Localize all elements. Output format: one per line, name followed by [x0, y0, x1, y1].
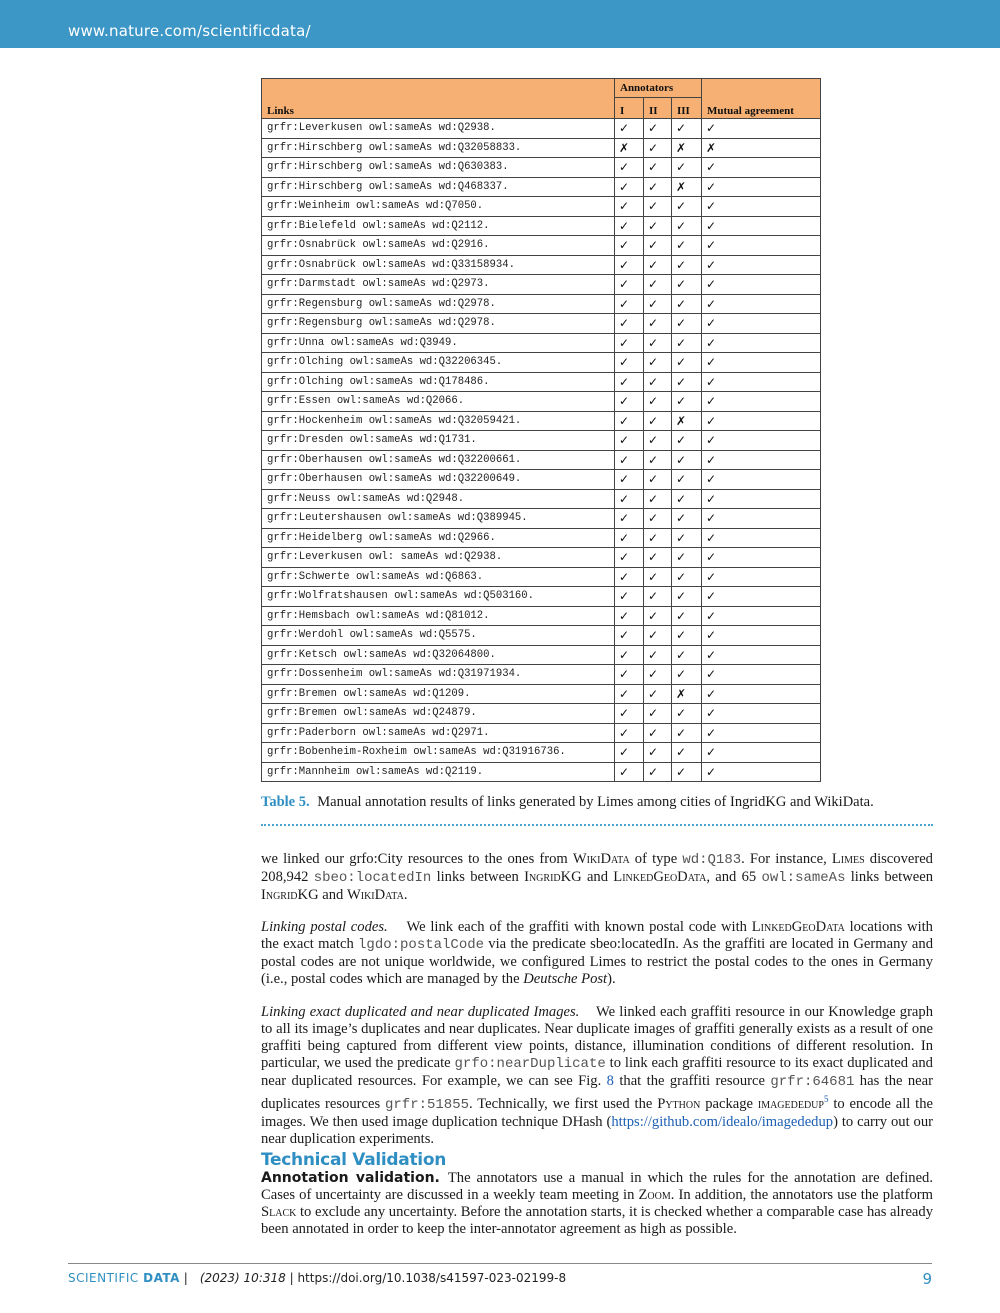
- paragraph-city-linking: [261, 851, 933, 904]
- mutual-agreement-cell: ✓: [702, 665, 821, 685]
- annotator-3-cell: ✓: [672, 372, 702, 392]
- link-cell: grfr:Regensburg owl:sameAs wd:Q2978.: [262, 294, 615, 314]
- table-row: [262, 138, 821, 158]
- mutual-agreement-cell: ✓: [702, 197, 821, 217]
- annotator-3-cell: ✓: [672, 158, 702, 178]
- mutual-agreement-cell: ✓: [702, 158, 821, 178]
- table-row: [262, 665, 821, 685]
- annotator-1-cell: ✓: [615, 626, 644, 646]
- link-cell: grfr:Unna owl:sameAs wd:Q3949.: [262, 333, 615, 353]
- annotator-3-cell: ✓: [672, 509, 702, 529]
- mutual-agreement-cell: ✓: [702, 333, 821, 353]
- journal-header-bar: [0, 0, 1000, 48]
- mutual-agreement-cell: ✓: [702, 626, 821, 646]
- p4-slack: Slack: [261, 1204, 297, 1220]
- p3-text: ) to carry out our near duplication experiments.: [261, 1113, 933, 1147]
- link-cell: grfr:Essen owl:sameAs wd:Q2066.: [262, 392, 615, 412]
- mutual-agreement-cell: ✓: [702, 431, 821, 451]
- p1-text: and: [581, 869, 614, 885]
- link-cell: grfr:Hirschberg owl:sameAs wd:Q630383.: [262, 158, 615, 178]
- imagededup-url-link[interactable]: https://github.com/idealo/imagededup: [611, 1113, 834, 1130]
- reference-5-link[interactable]: 5: [823, 1094, 829, 1104]
- footer-rule: [68, 1263, 932, 1264]
- mutual-agreement-header: Mutual agreement: [702, 79, 821, 119]
- annotator-3-cell: ✓: [672, 528, 702, 548]
- annotator-1-cell: ✓: [615, 704, 644, 724]
- table-row: [262, 333, 821, 353]
- table-row: [262, 743, 821, 763]
- link-cell: grfr:Leverkusen owl: sameAs wd:Q2938.: [262, 548, 615, 568]
- p1-wikidata: WikiData: [346, 887, 404, 903]
- annotator-2-cell: ✓: [644, 333, 672, 353]
- link-cell: grfr:Olching owl:sameAs wd:Q178486.: [262, 372, 615, 392]
- annotator-2-cell: ✓: [644, 723, 672, 743]
- annotator-3-cell: ✓: [672, 606, 702, 626]
- footer-doi[interactable]: | https://doi.org/10.1038/s41597-023-02199-8: [285, 1271, 567, 1285]
- mutual-agreement-cell: ✓: [702, 177, 821, 197]
- mutual-agreement-cell: ✓: [702, 314, 821, 334]
- annotator-2-cell: ✓: [644, 294, 672, 314]
- link-cell: grfr:Darmstadt owl:sameAs wd:Q2973.: [262, 275, 615, 295]
- p2-code-postal-code: lgdo:postalCode: [358, 937, 485, 953]
- annotator-1-cell: ✓: [615, 509, 644, 529]
- p3-text: . Technically, we first used the: [469, 1095, 658, 1112]
- annotator-1-cell: ✓: [615, 723, 644, 743]
- table-body: [262, 119, 821, 782]
- mutual-agreement-cell: ✓: [702, 723, 821, 743]
- link-cell: grfr:Oberhausen owl:sameAs wd:Q32200649.: [262, 470, 615, 490]
- p1-ingridkg: IngridKG: [261, 887, 319, 903]
- link-cell: grfr:Oberhausen owl:sameAs wd:Q32200661.: [262, 450, 615, 470]
- p2-text: ).: [607, 971, 616, 987]
- annotator-3-cell: ✓: [672, 450, 702, 470]
- paragraph-annotation-validation: [261, 1170, 933, 1238]
- annotator-1-cell: ✓: [615, 548, 644, 568]
- annotator-1-cell: ✓: [615, 489, 644, 509]
- table-row: [262, 450, 821, 470]
- annotator-2-cell: ✓: [644, 158, 672, 178]
- annotator-1-cell: ✓: [615, 236, 644, 256]
- p1-text: we linked our grfo:City resources to the ones from: [261, 851, 573, 867]
- annotator-3-cell: ✓: [672, 645, 702, 665]
- annotator-1-cell: ✓: [615, 567, 644, 587]
- annotator-1-cell: ✓: [615, 587, 644, 607]
- annotator-3-cell: ✓: [672, 431, 702, 451]
- mutual-agreement-cell: ✓: [702, 236, 821, 256]
- annotator-2-cell: ✓: [644, 450, 672, 470]
- annotator-3-cell: ✓: [672, 626, 702, 646]
- annotator-3-cell: ✗: [672, 177, 702, 197]
- annotator-3-header: III: [672, 98, 702, 119]
- mutual-agreement-cell: ✓: [702, 684, 821, 704]
- annotator-2-cell: ✓: [644, 431, 672, 451]
- annotator-3-cell: ✓: [672, 665, 702, 685]
- mutual-agreement-cell: ✓: [702, 450, 821, 470]
- p3-text: to link each graffiti resource to its exact duplicated and near duplicated resources. For example, we can see Fig.: [261, 1055, 933, 1089]
- annotator-2-cell: ✓: [644, 197, 672, 217]
- mutual-agreement-cell: ✓: [702, 645, 821, 665]
- annotator-2-cell: ✓: [644, 255, 672, 275]
- table-row: [262, 587, 821, 607]
- annotator-3-cell: ✓: [672, 314, 702, 334]
- annotator-2-header: II: [644, 98, 672, 119]
- p3-code-near-duplicate: grfo:nearDuplicate: [454, 1056, 606, 1072]
- annotator-1-cell: ✓: [615, 431, 644, 451]
- annotators-header: Annotators: [615, 79, 702, 98]
- annotator-2-cell: ✓: [644, 411, 672, 431]
- annotator-1-cell: ✓: [615, 197, 644, 217]
- mutual-agreement-cell: ✓: [702, 567, 821, 587]
- links-header: Links: [262, 79, 615, 119]
- p4-text: to exclude any uncertainty. Before the annotation starts, it is checked whether a comparable case has already been annotated in order to keep the inter-annotator agreement as high as possible.: [261, 1204, 933, 1237]
- p4-zoom: Zoom: [638, 1187, 671, 1203]
- mutual-agreement-cell: ✓: [702, 548, 821, 568]
- mutual-agreement-cell: ✓: [702, 411, 821, 431]
- mutual-agreement-cell: ✓: [702, 528, 821, 548]
- link-cell: grfr:Osnabrück owl:sameAs wd:Q2916.: [262, 236, 615, 256]
- mutual-agreement-cell: ✓: [702, 392, 821, 412]
- caption-divider: [261, 824, 933, 826]
- annotator-1-cell: ✓: [615, 275, 644, 295]
- footer-separator: |: [179, 1271, 188, 1285]
- annotator-1-cell: ✓: [615, 158, 644, 178]
- table-row: [262, 606, 821, 626]
- table-row: [262, 197, 821, 217]
- table-row: [262, 119, 821, 139]
- mutual-agreement-cell: ✓: [702, 275, 821, 295]
- annotator-1-cell: ✓: [615, 684, 644, 704]
- annotator-1-cell: ✓: [615, 450, 644, 470]
- p2-linkedgeodata: LinkedGeoData: [751, 919, 845, 935]
- p3-text: package: [700, 1095, 758, 1112]
- table-row: [262, 626, 821, 646]
- table-row: [262, 314, 821, 334]
- annotator-3-cell: ✓: [672, 197, 702, 217]
- annotator-3-cell: ✓: [672, 392, 702, 412]
- p1-text: .: [403, 887, 408, 903]
- annotator-2-cell: ✓: [644, 119, 672, 139]
- p1-text: , and 65: [706, 869, 762, 885]
- p1-text: discovered 208,942: [261, 851, 933, 885]
- annotator-3-cell: ✓: [672, 275, 702, 295]
- annotator-3-cell: ✓: [672, 236, 702, 256]
- annotator-3-cell: ✓: [672, 255, 702, 275]
- table-row: [262, 762, 821, 782]
- annotator-1-cell: ✓: [615, 606, 644, 626]
- annotator-2-cell: ✓: [644, 236, 672, 256]
- mutual-agreement-cell: ✓: [702, 294, 821, 314]
- annotator-3-cell: ✓: [672, 548, 702, 568]
- p2-deutsche-post: Deutsche Post: [523, 971, 608, 987]
- annotator-3-cell: ✓: [672, 762, 702, 782]
- mutual-agreement-cell: ✓: [702, 509, 821, 529]
- annotator-1-cell: ✓: [615, 255, 644, 275]
- annotator-2-cell: ✓: [644, 684, 672, 704]
- table-row: [262, 353, 821, 373]
- link-cell: grfr:Ketsch owl:sameAs wd:Q32064800.: [262, 645, 615, 665]
- p2-text: We link each of the graffiti with known postal code with: [406, 919, 752, 935]
- annotator-3-cell: ✓: [672, 587, 702, 607]
- link-cell: grfr:Olching owl:sameAs wd:Q32206345.: [262, 353, 615, 373]
- annotator-3-cell: ✗: [672, 138, 702, 158]
- table-row: [262, 177, 821, 197]
- mutual-agreement-cell: ✓: [702, 762, 821, 782]
- p3-text: We linked each graffiti resource in our Knowledge graph to all its image’s duplicates and near duplicates. Near duplicate images of graffiti generally exists as a result of one graffiti being captured from different view points, distance, illumination conditions of different resolution. In particular, we used the predicate: [261, 1004, 933, 1071]
- annotator-1-cell: ✓: [615, 294, 644, 314]
- paragraph-duplicates: [261, 1004, 933, 1148]
- p3-title: Linking exact duplicated and near duplicated Images.: [261, 1004, 580, 1020]
- annotator-2-cell: ✓: [644, 177, 672, 197]
- link-cell: grfr:Neuss owl:sameAs wd:Q2948.: [262, 489, 615, 509]
- annotator-2-cell: ✓: [644, 138, 672, 158]
- table-row: [262, 372, 821, 392]
- annotator-2-cell: ✓: [644, 470, 672, 490]
- table-row: [262, 723, 821, 743]
- mutual-agreement-cell: ✓: [702, 119, 821, 139]
- annotator-3-cell: ✓: [672, 119, 702, 139]
- annotator-3-cell: ✓: [672, 489, 702, 509]
- table-row: [262, 431, 821, 451]
- link-cell: grfr:Werdohl owl:sameAs wd:Q5575.: [262, 626, 615, 646]
- annotator-1-cell: ✓: [615, 665, 644, 685]
- link-cell: grfr:Leutershausen owl:sameAs wd:Q389945.: [262, 509, 615, 529]
- table-row: [262, 509, 821, 529]
- annotator-1-cell: ✓: [615, 743, 644, 763]
- table-row: [262, 158, 821, 178]
- table-row: [262, 548, 821, 568]
- page-number: 9: [922, 1270, 932, 1288]
- annotator-1-cell: ✓: [615, 333, 644, 353]
- link-cell: grfr:Weinheim owl:sameAs wd:Q7050.: [262, 197, 615, 217]
- annotator-2-cell: ✓: [644, 353, 672, 373]
- link-cell: grfr:Wolfratshausen owl:sameAs wd:Q503160.: [262, 587, 615, 607]
- annotator-1-cell: ✓: [615, 216, 644, 236]
- table-row: [262, 645, 821, 665]
- annotator-2-cell: ✓: [644, 509, 672, 529]
- annotator-3-cell: ✓: [672, 470, 702, 490]
- p2-title: Linking postal codes.: [261, 919, 388, 935]
- annotator-3-cell: ✓: [672, 567, 702, 587]
- brand-data: DATA: [143, 1271, 180, 1285]
- annotator-3-cell: ✓: [672, 723, 702, 743]
- link-cell: grfr:Bobenheim-Roxheim owl:sameAs wd:Q31916736.: [262, 743, 615, 763]
- p3-code-grfr-64681: grfr:64681: [770, 1074, 855, 1090]
- p4-title: Annotation validation.: [261, 1170, 440, 1186]
- link-cell: grfr:Osnabrück owl:sameAs wd:Q33158934.: [262, 255, 615, 275]
- section-title-technical-validation: Technical Validation: [261, 1150, 447, 1170]
- annotator-2-cell: ✓: [644, 275, 672, 295]
- p1-text: of type: [629, 851, 683, 867]
- link-cell: grfr:Regensburg owl:sameAs wd:Q2978.: [262, 314, 615, 334]
- annotator-3-cell: ✗: [672, 411, 702, 431]
- annotator-1-cell: ✓: [615, 411, 644, 431]
- link-cell: grfr:Hockenheim owl:sameAs wd:Q32059421.: [262, 411, 615, 431]
- table-row: [262, 275, 821, 295]
- mutual-agreement-cell: ✓: [702, 606, 821, 626]
- annotator-1-cell: ✓: [615, 470, 644, 490]
- annotator-2-cell: ✓: [644, 567, 672, 587]
- annotator-3-cell: ✓: [672, 353, 702, 373]
- paragraph-postal-codes: [261, 919, 933, 988]
- p3-text: has the near duplicates resources: [261, 1073, 933, 1112]
- annotator-2-cell: ✓: [644, 762, 672, 782]
- p1-limes: Limes: [831, 851, 865, 867]
- annotator-3-cell: ✓: [672, 743, 702, 763]
- p2-text: locations with the exact match: [261, 919, 933, 952]
- figure-8-link[interactable]: 8: [606, 1073, 614, 1089]
- caption-text: Manual annotation results of links generated by Limes among cities of IngridKG and WikiData.: [317, 794, 874, 810]
- p1-wikidata: WikiData: [572, 851, 630, 867]
- annotator-3-cell: ✗: [672, 684, 702, 704]
- mutual-agreement-cell: ✓: [702, 372, 821, 392]
- table-row: [262, 294, 821, 314]
- table-row: [262, 236, 821, 256]
- table-row: [262, 528, 821, 548]
- table-row: [262, 704, 821, 724]
- mutual-agreement-cell: ✓: [702, 255, 821, 275]
- mutual-agreement-cell: ✓: [702, 470, 821, 490]
- annotator-2-cell: ✓: [644, 528, 672, 548]
- p4-text: The annotators use a manual in which the rules for the annotation are defined. Cases of uncertainty are discussed in a weekly team meeting in: [261, 1170, 933, 1203]
- mutual-agreement-cell: ✓: [702, 587, 821, 607]
- journal-brand: [68, 1271, 180, 1285]
- mutual-agreement-cell: ✓: [702, 489, 821, 509]
- annotator-1-cell: ✓: [615, 353, 644, 373]
- annotator-1-cell: ✗: [615, 138, 644, 158]
- link-cell: grfr:Schwerte owl:sameAs wd:Q6863.: [262, 567, 615, 587]
- mutual-agreement-cell: ✗: [702, 138, 821, 158]
- table-row: [262, 216, 821, 236]
- p1-text: and: [318, 887, 347, 903]
- p1-code-wd-q183: wd:Q183: [682, 852, 742, 868]
- footer-volume: (2023) 10:318: [199, 1271, 286, 1285]
- p1-code-sameas: owl:sameAs: [761, 870, 846, 886]
- link-cell: grfr:Hirschberg owl:sameAs wd:Q468337.: [262, 177, 615, 197]
- link-cell: grfr:Bielefeld owl:sameAs wd:Q2112.: [262, 216, 615, 236]
- annotator-1-cell: ✓: [615, 372, 644, 392]
- annotator-2-cell: ✓: [644, 743, 672, 763]
- p3-text: that the graffiti resource: [613, 1073, 771, 1089]
- p1-code-located-in: sbeo:locatedIn: [313, 870, 432, 886]
- annotator-1-cell: ✓: [615, 177, 644, 197]
- brand-scientific: SCIENTIFIC: [68, 1271, 144, 1285]
- mutual-agreement-cell: ✓: [702, 353, 821, 373]
- table-row: [262, 489, 821, 509]
- p3-imagededup: imagededup: [757, 1095, 824, 1112]
- table-row: [262, 567, 821, 587]
- annotator-2-cell: ✓: [644, 548, 672, 568]
- annotator-2-cell: ✓: [644, 645, 672, 665]
- annotator-3-cell: ✓: [672, 333, 702, 353]
- p1-text: links between: [845, 869, 933, 885]
- table-row: [262, 470, 821, 490]
- table-row: [262, 392, 821, 412]
- link-cell: grfr:Bremen owl:sameAs wd:Q24879.: [262, 704, 615, 724]
- link-cell: grfr:Mannheim owl:sameAs wd:Q2119.: [262, 762, 615, 782]
- annotator-1-cell: ✓: [615, 528, 644, 548]
- annotator-3-cell: ✓: [672, 216, 702, 236]
- annotator-3-cell: ✓: [672, 294, 702, 314]
- annotator-1-cell: ✓: [615, 645, 644, 665]
- mutual-agreement-cell: ✓: [702, 743, 821, 763]
- p1-text: links between: [431, 869, 525, 885]
- annotator-2-cell: ✓: [644, 372, 672, 392]
- annotation-results-table: [261, 78, 821, 782]
- page-footer: [68, 1271, 566, 1285]
- link-cell: grfr:Bremen owl:sameAs wd:Q1209.: [262, 684, 615, 704]
- link-cell: grfr:Paderborn owl:sameAs wd:Q2971.: [262, 723, 615, 743]
- p1-ingridkg: IngridKG: [524, 869, 582, 885]
- table-row: [262, 684, 821, 704]
- annotator-2-cell: ✓: [644, 489, 672, 509]
- annotator-1-cell: ✓: [615, 314, 644, 334]
- annotator-1-cell: ✓: [615, 119, 644, 139]
- p4-text: . In addition, the annotators use the platform: [670, 1187, 933, 1203]
- annotator-2-cell: ✓: [644, 587, 672, 607]
- link-cell: grfr:Dresden owl:sameAs wd:Q1731.: [262, 431, 615, 451]
- annotator-1-cell: ✓: [615, 392, 644, 412]
- annotator-2-cell: ✓: [644, 314, 672, 334]
- annotator-1-cell: ✓: [615, 762, 644, 782]
- p3-code-grfr-51855: grfr:51855: [385, 1096, 470, 1113]
- mutual-agreement-cell: ✓: [702, 216, 821, 236]
- annotator-2-cell: ✓: [644, 392, 672, 412]
- p1-text: . For instance,: [741, 851, 832, 867]
- annotator-2-cell: ✓: [644, 626, 672, 646]
- mutual-agreement-cell: ✓: [702, 704, 821, 724]
- link-cell: grfr:Heidelberg owl:sameAs wd:Q2966.: [262, 528, 615, 548]
- caption-label: Table 5.: [261, 794, 310, 810]
- journal-url[interactable]: www.nature.com/scientificdata/: [68, 22, 311, 40]
- p2-text: via the predicate sbeo:locatedIn. As the graffiti are located in Germany and postal codes are not unique worldwide, we configured Limes to restrict the postal codes to the ones in Germany (i.e., postal codes which are managed by the: [261, 936, 934, 987]
- link-cell: grfr:Hirschberg owl:sameAs wd:Q32058833.: [262, 138, 615, 158]
- annotator-1-header: I: [615, 98, 644, 119]
- link-cell: grfr:Hemsbach owl:sameAs wd:Q81012.: [262, 606, 615, 626]
- table-caption: [261, 794, 933, 811]
- annotator-2-cell: ✓: [644, 665, 672, 685]
- annotator-3-cell: ✓: [672, 704, 702, 724]
- link-cell: grfr:Leverkusen owl:sameAs wd:Q2938.: [262, 119, 615, 139]
- p1-linkedgeodata: LinkedGeoData: [613, 869, 707, 885]
- table-row: [262, 255, 821, 275]
- annotator-2-cell: ✓: [644, 606, 672, 626]
- p3-text: to encode all the images. We then used image duplication technique DHash (: [261, 1095, 933, 1130]
- table-row: [262, 411, 821, 431]
- link-cell: grfr:Dossenheim owl:sameAs wd:Q31971934.: [262, 665, 615, 685]
- annotator-2-cell: ✓: [644, 704, 672, 724]
- annotator-2-cell: ✓: [644, 216, 672, 236]
- p3-python: Python: [657, 1095, 701, 1112]
